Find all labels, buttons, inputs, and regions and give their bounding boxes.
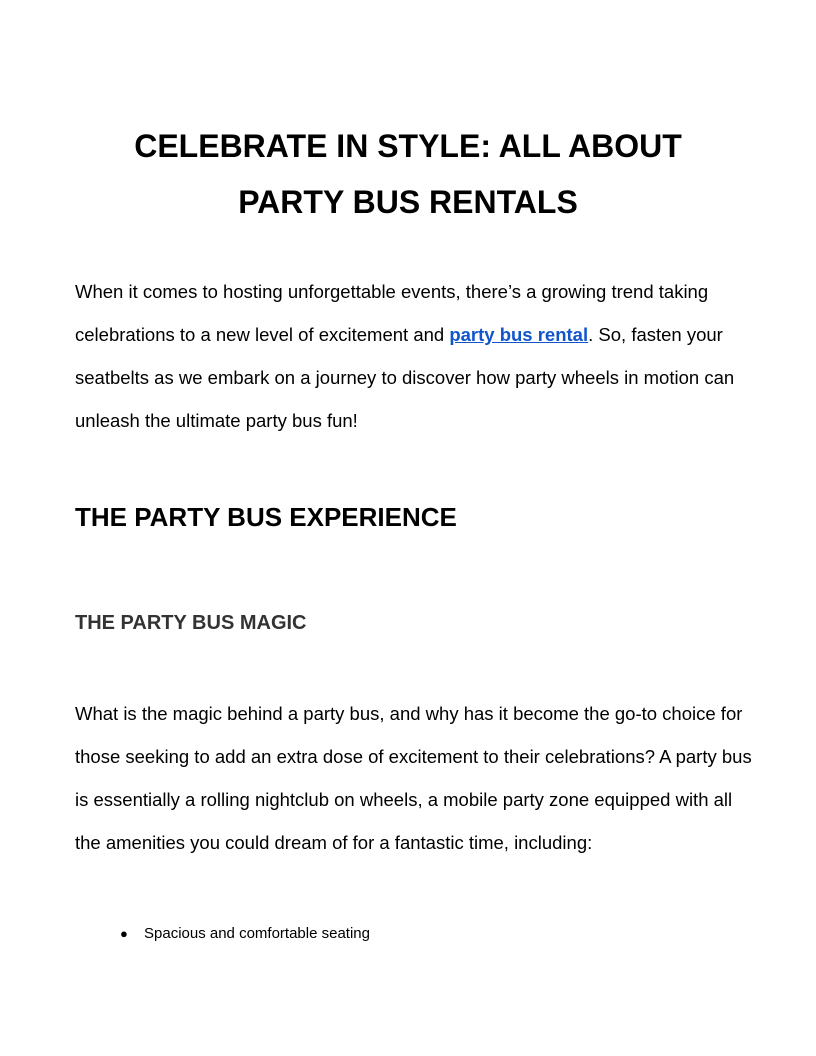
list-item-text: Spacious and comfortable seating [144,925,370,942]
intro-text-after-link: . So, fasten your seatbelts as we embark on a journey to discover how party wheels in motion can unleash the ultimate party bus fun! [75,324,735,431]
intro-text-before-link: When it comes to hosting unforgettable events, there’s a growing trend taking celebrations to a new level of excitement and [75,281,709,345]
list-item [75,920,370,948]
amenities-list [75,920,370,948]
title-line-1: CELEBRATE IN STYLE: ALL ABOUT [134,128,682,164]
party-bus-rental-link[interactable]: party bus rental [449,324,589,345]
intro-paragraph [75,270,755,442]
body-paragraph: What is the magic behind a party bus, and why has it become the go-to choice for those seeking to add an extra dose of excitement to their celebrations? A party bus is essentially a rolling nightclub on wheels, a mobile party zone equipped with all the amenities you could dream of for a fantastic time, including: [75,703,752,853]
document-title [75,118,741,230]
subsection-heading: THE PARTY BUS MAGIC [75,612,307,634]
section-heading: THE PARTY BUS EXPERIENCE [75,502,457,532]
title-line-2: PARTY BUS RENTALS [238,184,578,220]
bullet-icon: ● [120,926,128,941]
